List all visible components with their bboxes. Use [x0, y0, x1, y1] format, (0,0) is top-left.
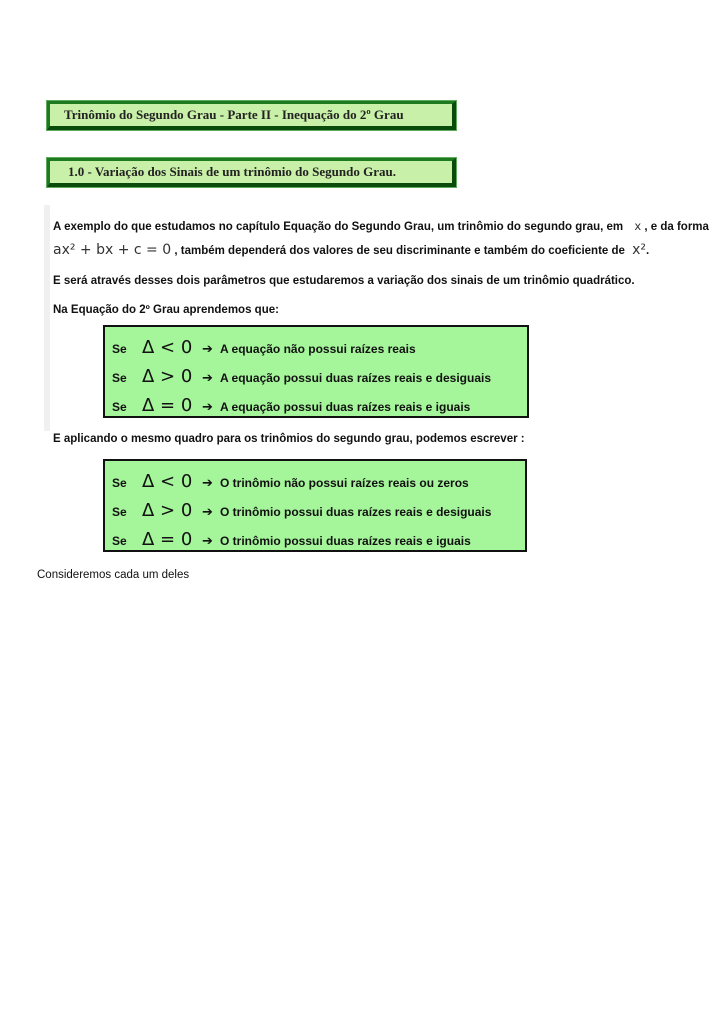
rule-row	[112, 527, 471, 553]
intro-line-2-text: , também dependerá dos valores de seu discriminante e também do coeficiente de	[174, 245, 625, 257]
rule-condition: Δ < 0	[142, 337, 193, 358]
rule-text: O trinômio possui duas raízes reais e desiguais	[220, 505, 492, 519]
quadratic-equation: ax² + bx + c = 0	[53, 242, 172, 258]
coefficient-x2: x²	[632, 242, 647, 258]
rule-row	[112, 469, 469, 495]
arrow-icon: ➔	[202, 371, 213, 386]
arrow-icon: ➔	[202, 342, 213, 357]
intro-line-5: E aplicando o mesmo quadro para os trinômios do segundo grau, podemos escrever :	[53, 433, 525, 445]
intro-line-1-text: A exemplo do que estudamos no capítulo Equação do Segundo Grau, um trinômio do segundo grau, em	[53, 221, 624, 233]
rule-row	[112, 364, 491, 390]
rule-se: Se	[112, 342, 127, 356]
rule-condition: Δ > 0	[142, 500, 193, 521]
rule-text: A equação possui duas raízes reais e desiguais	[220, 371, 492, 385]
left-margin-stripe	[44, 205, 50, 431]
rule-row	[112, 393, 470, 419]
rule-se: Se	[112, 534, 127, 548]
intro-line-1-end: , e da forma	[644, 221, 709, 233]
section-banner	[47, 158, 456, 187]
arrow-icon: ➔	[202, 534, 213, 549]
rule-text: O trinômio possui duas raízes reais e iguais	[220, 534, 471, 548]
arrow-icon: ➔	[202, 505, 213, 520]
intro-line-2-end: .	[646, 245, 650, 257]
intro-line-1	[53, 219, 709, 234]
rule-condition: Δ = 0	[142, 529, 193, 550]
rule-se: Se	[112, 476, 127, 490]
rule-text: O trinômio não possui raízes reais ou zeros	[220, 476, 469, 490]
trinomial-rules-box	[103, 459, 527, 552]
arrow-icon: ➔	[202, 400, 213, 415]
rule-se: Se	[112, 371, 127, 385]
rule-row	[112, 498, 491, 524]
title-text: Trinômio do Segundo Grau - Parte II - Inequação do 2º Grau	[64, 107, 404, 122]
rule-text: A equação não possui raízes reais	[220, 342, 416, 356]
variable-x: x	[634, 219, 642, 233]
title-banner	[47, 101, 456, 130]
section-heading: 1.0 - Variação dos Sinais de um trinômio do Segundo Grau.	[68, 164, 396, 179]
rule-condition: Δ > 0	[142, 366, 193, 387]
intro-line-2	[53, 243, 649, 258]
rule-row	[112, 335, 416, 361]
rule-condition: Δ = 0	[142, 395, 193, 416]
intro-line-3: E será através desses dois parâmetros que estudaremos a variação dos sinais de um trinômio quadrático.	[53, 275, 635, 287]
equation-rules-box	[103, 325, 529, 418]
intro-line-4: Na Equação do 2º Grau aprendemos que:	[53, 304, 279, 316]
rule-se: Se	[112, 400, 127, 414]
rule-text: A equação possui duas raízes reais e iguais	[220, 400, 471, 414]
arrow-icon: ➔	[202, 476, 213, 491]
rule-se: Se	[112, 505, 127, 519]
footer-text: Consideremos cada um deles	[37, 569, 190, 581]
rule-condition: Δ < 0	[142, 471, 193, 492]
